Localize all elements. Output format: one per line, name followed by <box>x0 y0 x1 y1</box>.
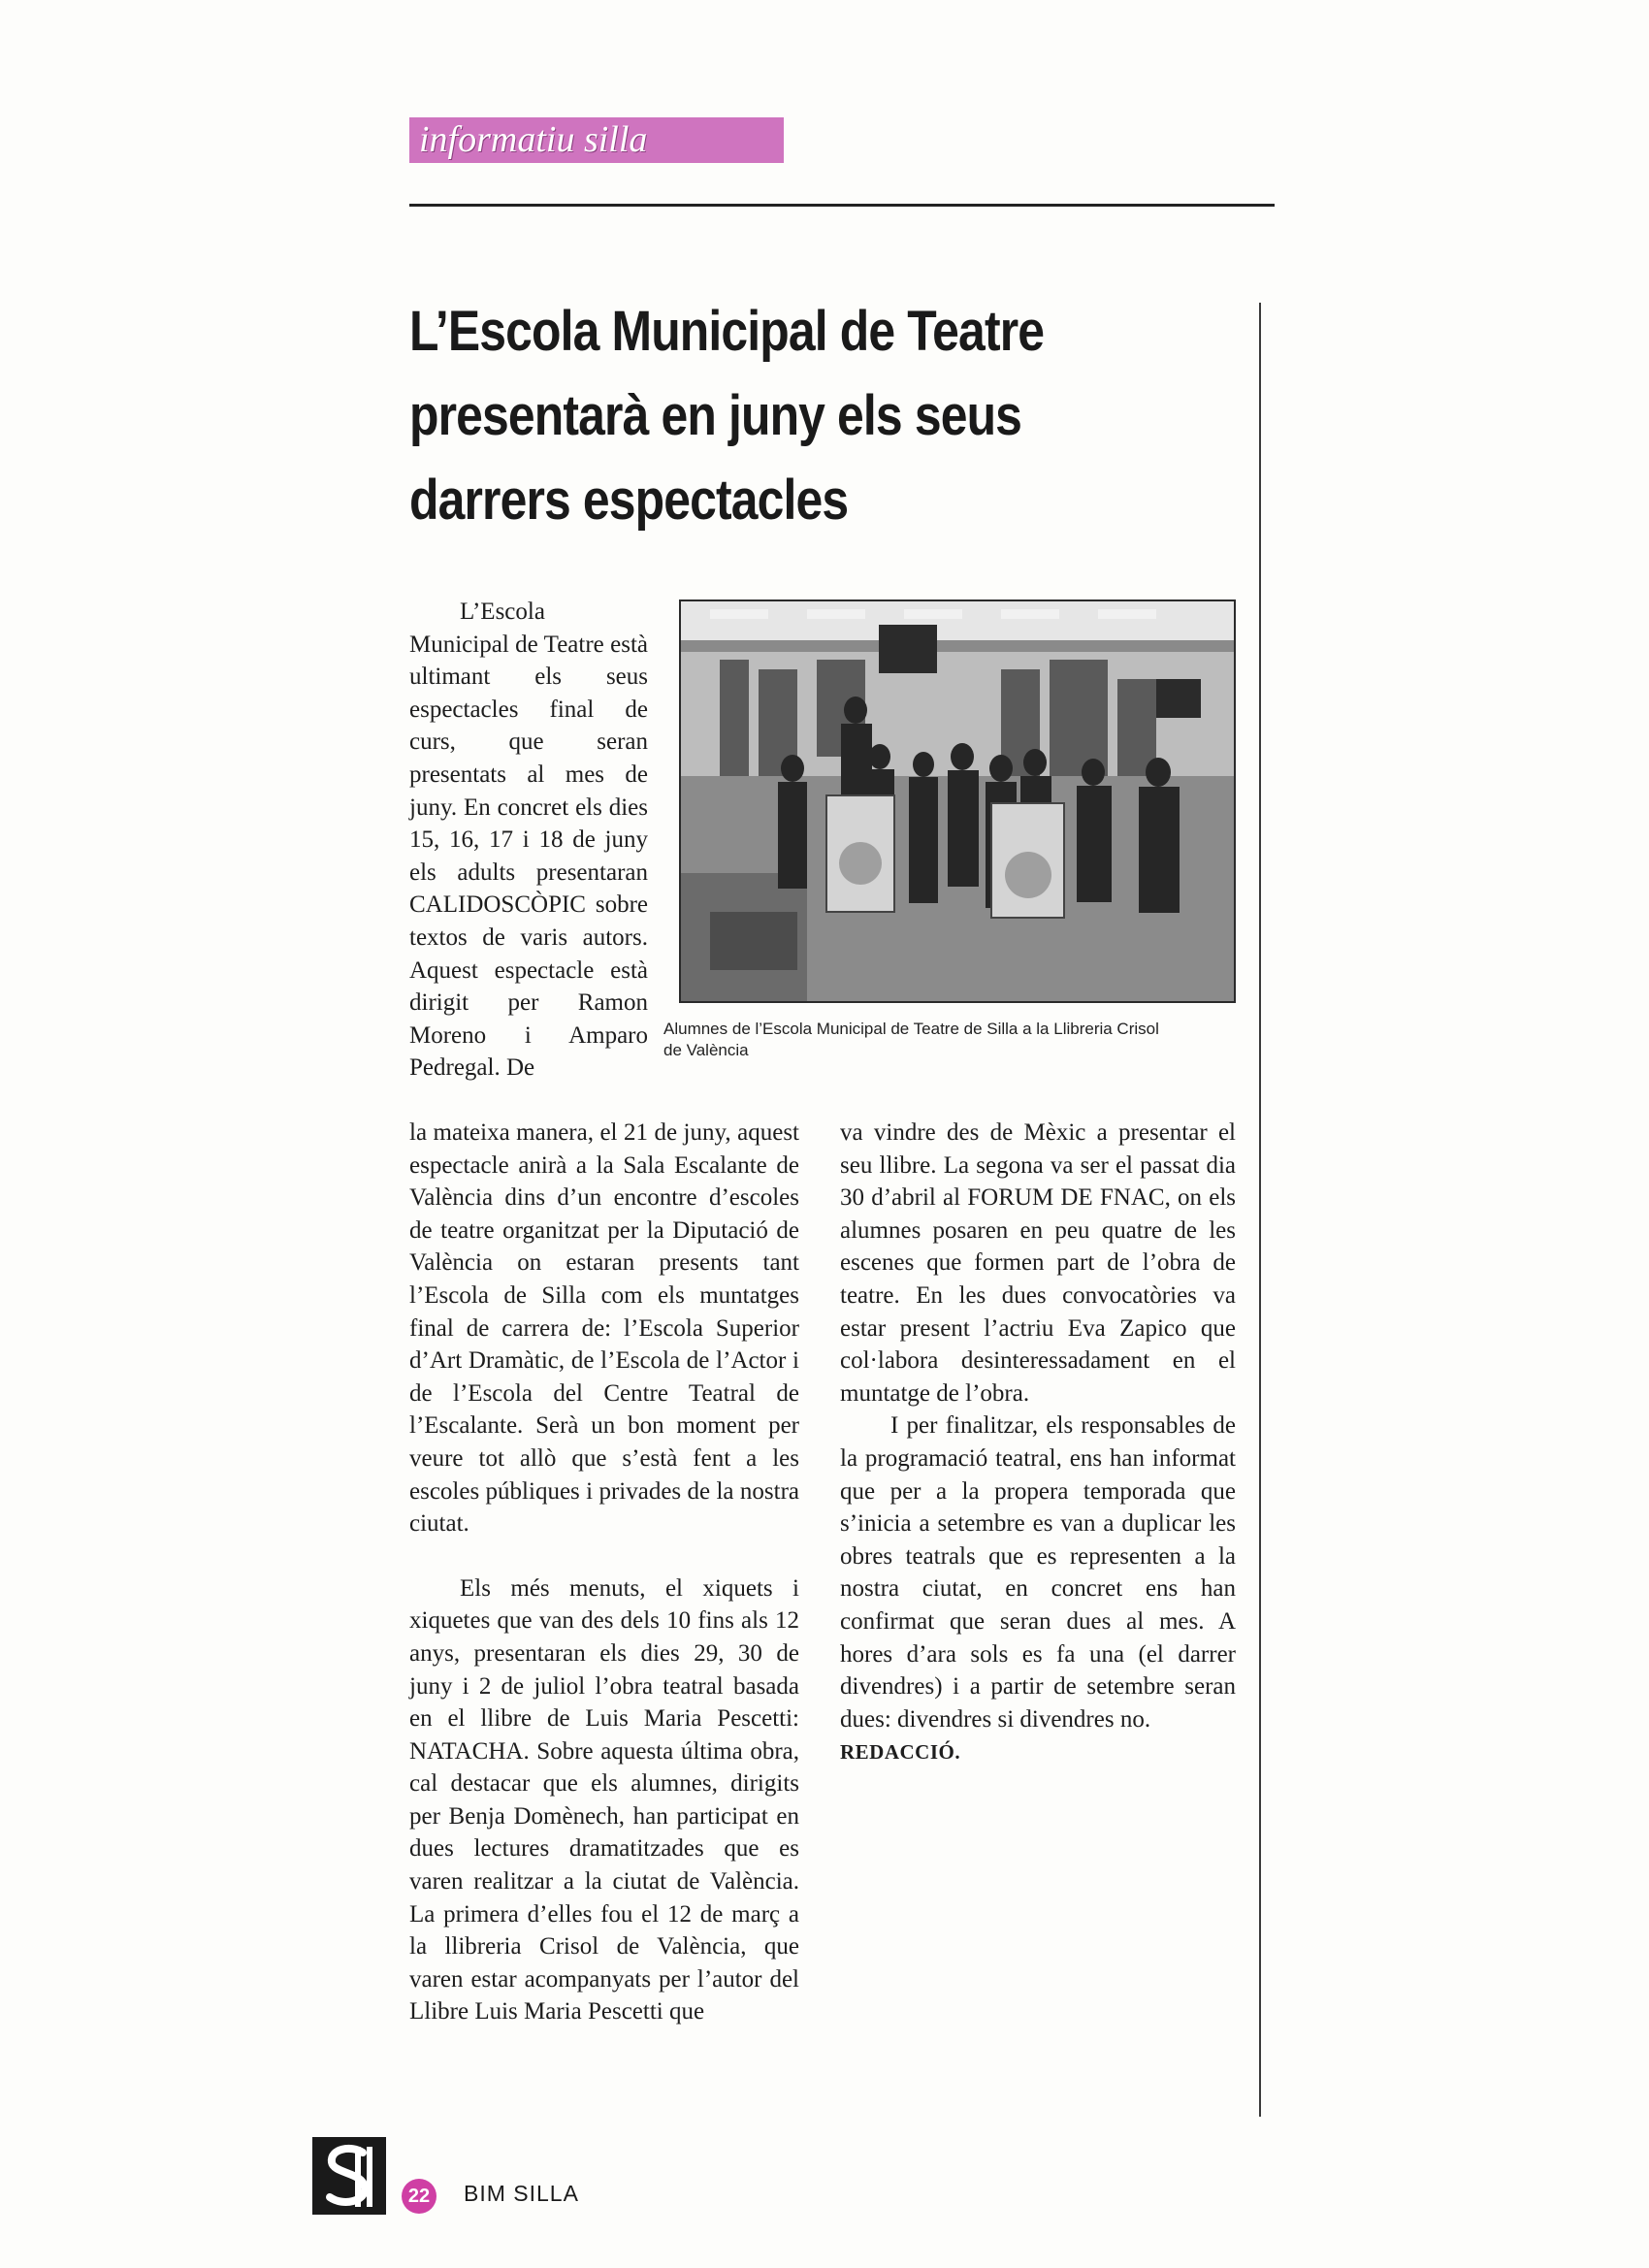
article-photo <box>679 599 1236 1003</box>
article-signature: REDACCIÓ. <box>840 1740 961 1765</box>
article-paragraph-2: Els més menuts, el xiquets i xiquetes que van des dels 10 fins als 12 anys, presentaran els dies 29, 30 de juny i 2 de juliol l’obra teatral basada en el llibre de Luis Maria Pescetti: NATACHA. Sobre aquesta última obra, cal destacar que els alumnes, dirigits per Benja Domènech, han participat en dues lectures dramatitzades que es varen realitzar a la ciutat de València. La primera d’elles fou el 12 de març a la llibreria Crisol de València, que varen estar acompanyats per l’autor del Llibre Luis Maria Pescetti que <box>409 1574 799 2025</box>
article-paragraph-1-continued: la mateixa manera, el 21 de juny, aquest espectacle anirà a la Sala Escalante de València dins d’un encontre d’escoles de teatre organitzat per la Diputació de València on estaran presents tant l’Escola de Silla com els muntatges final de carrera de: l’Escola Superior d’Art Dramàtic, de l’Escola de l’Actor i de l’Escola del Centre Teatral de l’Escalante. Serà un bon moment per veure tot allò que s’està fent a les escoles públiques i privades de la nostra ciutat. <box>409 1119 799 1538</box>
silla-logo-icon <box>312 2137 386 2215</box>
section-label: informatiu silla <box>409 117 784 163</box>
headline: L’Escola Municipal de Teatre presentarà en juny els seus darrers espectacles <box>409 300 1045 532</box>
photo-group-students-icon <box>681 601 1234 1001</box>
column-rule <box>1259 303 1261 2117</box>
page-number-badge: 22 <box>402 2179 436 2214</box>
photo-caption: Alumnes de l’Escola Municipal de Teatre de Silla a la Llibreria Crisol de València <box>663 1020 1159 1059</box>
article-column-right <box>840 1117 1236 1769</box>
article-paragraph-3: I per finalitzar, els responsables de la programació teatral, ens han informat que per a la propera temporada que s’inicia a setembre es van a duplicar les obres teatrals que es representen a la nostra ciutat, en concret ens han confirmat que seran dues al mes. A hores d’ara sols es fa una (el darrer divendres) i a partir de setembre seran dues: divendres si divendres no. <box>840 1412 1236 1733</box>
publication-name: BIM SILLA <box>464 2181 579 2206</box>
article-column-left <box>409 1117 799 2028</box>
article-paragraph-2-continued: va vindre des de Mèxic a presentar el seu llibre. La segona va ser el passat dia 30 d’abril al FORUM DE FNAC, on els alumnes posaren en peu quatre de les escenes que formen part de l’obra de teatre. En les dues convocatòries va estar present l’actriu Eva Zapico que col·labora desinteressadament en el muntatge de l’obra. <box>840 1119 1236 1407</box>
section-divider <box>409 204 1275 207</box>
article-paragraph-1: L’Escola Municipal de Teatre està ultimant els seus espectacles final de curs, que seran presentats al mes de juny. En concret els dies 15, 16, 17 i 18 de juny els adults presentaran CALIDOSCÒPIC sobre textos de varis autors. Aquest espectacle està dirigit per Ramon Moreno i Amparo Pedregal. De <box>409 599 648 1082</box>
article-column-top <box>409 596 648 1085</box>
